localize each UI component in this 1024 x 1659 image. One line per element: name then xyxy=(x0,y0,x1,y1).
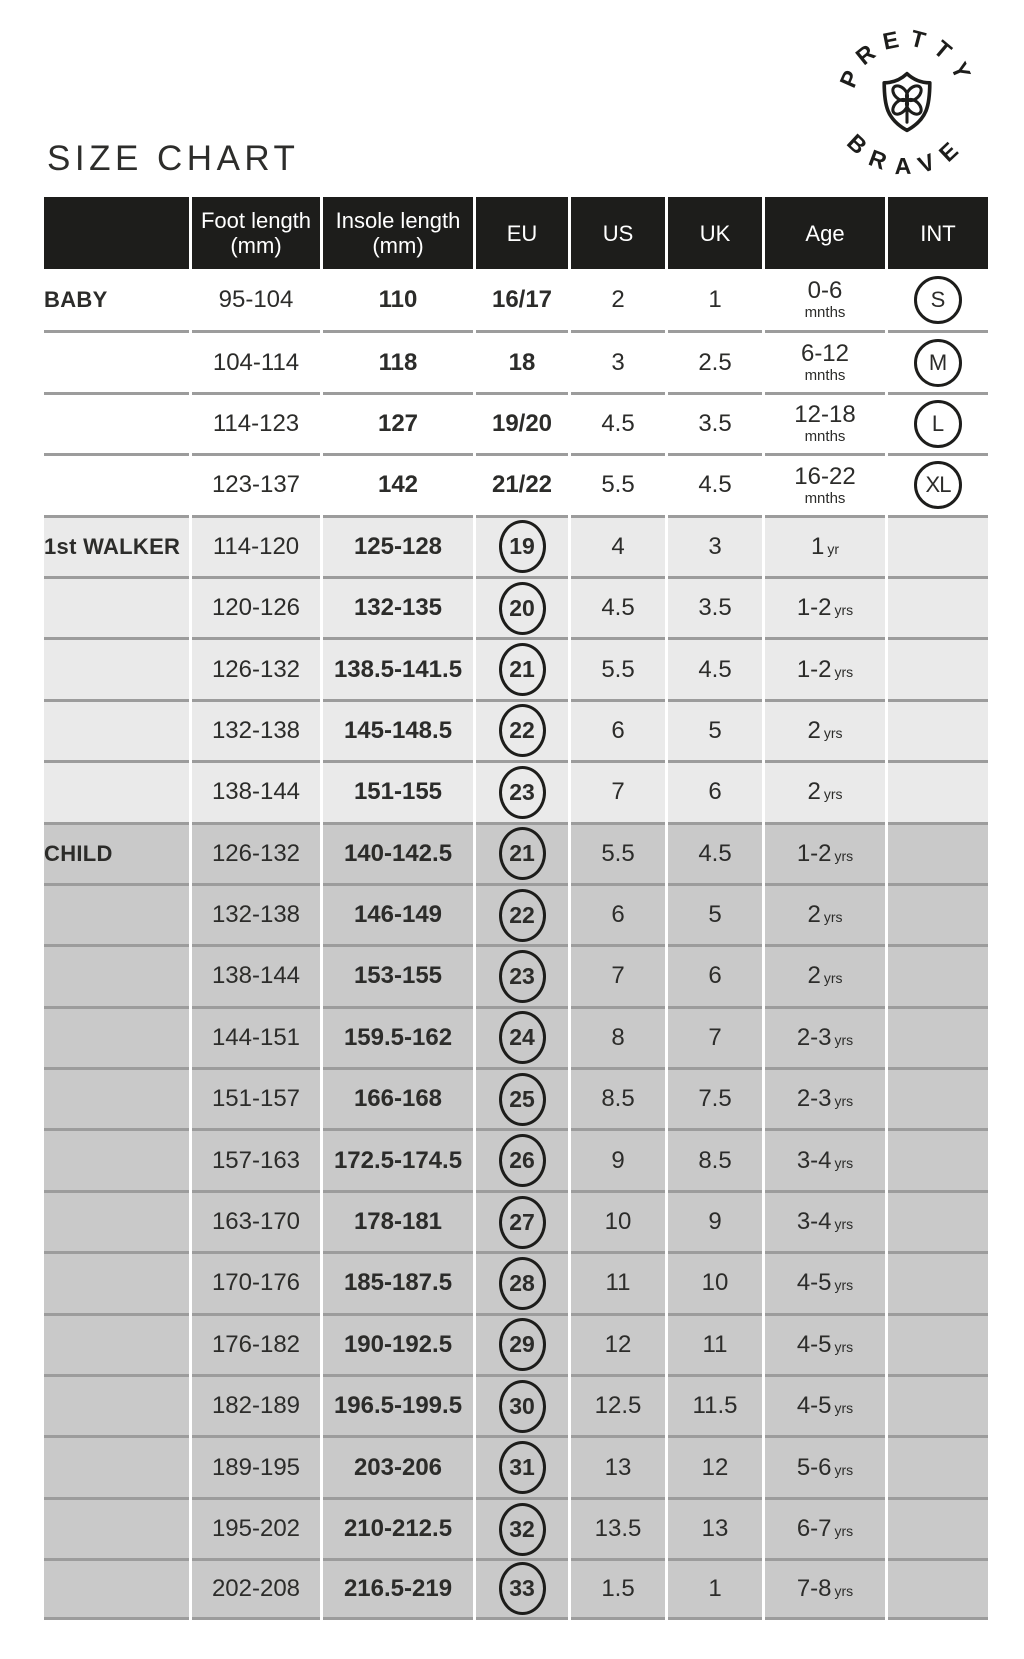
age-unit: mnths xyxy=(804,428,846,446)
uk-cell: 4.5 xyxy=(668,453,762,514)
eu-circle-badge: 21 xyxy=(499,827,546,880)
age-unit: yrs xyxy=(834,1582,854,1599)
int-cell xyxy=(888,1067,988,1128)
header-row xyxy=(44,197,988,269)
age-cell xyxy=(765,1497,885,1558)
column-header-foot-length: Foot length (mm) xyxy=(192,197,320,269)
foot-length-cell: 189-195 xyxy=(192,1435,320,1496)
insole-length-cell: 146-149 xyxy=(323,883,473,944)
eu-circle-badge: 20 xyxy=(499,582,546,635)
eu-circle-badge: 31 xyxy=(499,1441,546,1494)
eu-cell xyxy=(476,1190,568,1251)
age-value: 3-4 xyxy=(796,1146,832,1174)
brand-logo xyxy=(826,18,988,180)
foot-length-cell: 157-163 xyxy=(192,1128,320,1189)
table-row xyxy=(44,1313,988,1374)
int-cell xyxy=(888,1374,988,1435)
insole-length-cell: 140-142.5 xyxy=(323,822,473,883)
table-row xyxy=(44,883,988,944)
uk-cell: 9 xyxy=(668,1190,762,1251)
eu-cell xyxy=(476,883,568,944)
age-cell xyxy=(765,1006,885,1067)
insole-length-cell: 196.5-199.5 xyxy=(323,1374,473,1435)
category-cell xyxy=(44,1128,189,1189)
age-unit: mnths xyxy=(804,367,846,385)
age-value: 2-3 xyxy=(796,1023,832,1051)
eu-cell xyxy=(476,1313,568,1374)
us-cell: 5.5 xyxy=(571,822,665,883)
table-row xyxy=(44,1006,988,1067)
eu-cell xyxy=(476,699,568,760)
eu-cell xyxy=(476,1251,568,1312)
us-cell: 1.5 xyxy=(571,1558,665,1619)
age-value: 6-7 xyxy=(796,1515,832,1542)
eu-circle-badge: 25 xyxy=(499,1073,546,1126)
age-cell xyxy=(765,1435,885,1496)
int-cell xyxy=(888,1313,988,1374)
int-cell xyxy=(888,269,988,330)
int-cell xyxy=(888,822,988,883)
column-header-insole-length: Insole length (mm) xyxy=(323,197,473,269)
insole-length-cell: 190-192.5 xyxy=(323,1313,473,1374)
us-cell: 7 xyxy=(571,944,665,1005)
age-unit: yrs xyxy=(834,1031,854,1048)
column-header-uk: UK xyxy=(668,197,762,269)
age-unit: mnths xyxy=(804,304,846,322)
uk-cell: 8.5 xyxy=(668,1128,762,1189)
age-value: 2-3 xyxy=(796,1085,832,1113)
category-cell xyxy=(44,1497,189,1558)
category-cell xyxy=(44,1251,189,1312)
foot-length-cell: 126-132 xyxy=(192,822,320,883)
int-cell xyxy=(888,515,988,576)
uk-cell: 3.5 xyxy=(668,576,762,637)
insole-length-cell: 142 xyxy=(323,453,473,514)
age-cell xyxy=(765,269,885,330)
age-cell xyxy=(765,515,885,576)
foot-length-cell: 202-208 xyxy=(192,1558,320,1619)
category-cell xyxy=(44,1190,189,1251)
table-row xyxy=(44,699,988,760)
clover-icon xyxy=(890,83,924,122)
table-row xyxy=(44,515,988,576)
age-value: 1 xyxy=(810,532,825,560)
age-value: 5-6 xyxy=(796,1453,832,1481)
insole-length-cell: 118 xyxy=(323,330,473,391)
int-cell xyxy=(888,637,988,698)
category-cell xyxy=(44,1374,189,1435)
table-row xyxy=(44,760,988,821)
insole-length-cell: 151-155 xyxy=(323,760,473,821)
int-cell xyxy=(888,760,988,821)
age-unit: yrs xyxy=(834,1338,854,1355)
table-row xyxy=(44,1251,988,1312)
foot-length-cell: 126-132 xyxy=(192,637,320,698)
age-value: 6-12 xyxy=(800,340,850,368)
int-cell xyxy=(888,1128,988,1189)
foot-length-cell: 151-157 xyxy=(192,1067,320,1128)
foot-length-cell: 132-138 xyxy=(192,699,320,760)
us-cell: 13 xyxy=(571,1435,665,1496)
category-cell xyxy=(44,944,189,1005)
uk-cell: 4.5 xyxy=(668,822,762,883)
category-cell xyxy=(44,453,189,514)
category-cell xyxy=(44,699,189,760)
eu-cell xyxy=(476,822,568,883)
age-cell xyxy=(765,760,885,821)
us-cell: 12.5 xyxy=(571,1374,665,1435)
uk-cell: 3.5 xyxy=(668,392,762,453)
eu-circle-badge: 28 xyxy=(499,1257,546,1310)
insole-length-cell: 203-206 xyxy=(323,1435,473,1496)
age-value: 4-5 xyxy=(796,1392,832,1420)
foot-length-cell: 138-144 xyxy=(192,760,320,821)
column-header-int: INT xyxy=(888,197,988,269)
age-unit: yrs xyxy=(834,663,854,680)
us-cell: 8.5 xyxy=(571,1067,665,1128)
eu-cell xyxy=(476,760,568,821)
insole-length-cell: 185-187.5 xyxy=(323,1251,473,1312)
us-cell: 11 xyxy=(571,1251,665,1312)
uk-cell: 5 xyxy=(668,883,762,944)
uk-cell: 12 xyxy=(668,1435,762,1496)
int-cell xyxy=(888,453,988,514)
foot-length-cell: 182-189 xyxy=(192,1374,320,1435)
foot-length-cell: 195-202 xyxy=(192,1497,320,1558)
int-cell xyxy=(888,883,988,944)
table-row xyxy=(44,637,988,698)
shield-icon xyxy=(884,74,930,131)
uk-cell: 10 xyxy=(668,1251,762,1312)
category-cell xyxy=(44,392,189,453)
age-value: 4-5 xyxy=(796,1269,832,1297)
age-value: 3-4 xyxy=(796,1208,832,1236)
age-value: 16-22 xyxy=(794,462,856,490)
eu-circle-badge: 24 xyxy=(499,1011,546,1064)
age-unit: yrs xyxy=(823,724,843,741)
table-row xyxy=(44,822,988,883)
foot-length-cell: 104-114 xyxy=(192,330,320,391)
age-unit: yrs xyxy=(834,1093,854,1110)
category-cell xyxy=(44,637,189,698)
int-cell xyxy=(888,330,988,391)
uk-cell: 4.5 xyxy=(668,637,762,698)
age-cell xyxy=(765,1190,885,1251)
page-title: SIZE CHART xyxy=(47,139,300,178)
category-cell xyxy=(44,760,189,821)
age-value: 2 xyxy=(807,716,821,744)
eu-cell: 21/22 xyxy=(476,453,568,514)
category-cell xyxy=(44,1313,189,1374)
eu-cell: 19/20 xyxy=(476,392,568,453)
foot-length-cell: 95-104 xyxy=(192,269,320,330)
eu-circle-badge: 29 xyxy=(499,1318,546,1371)
eu-circle-badge: 22 xyxy=(499,889,546,942)
insole-length-cell: 210-212.5 xyxy=(323,1497,473,1558)
table-row xyxy=(44,1190,988,1251)
age-unit: yrs xyxy=(834,1461,854,1478)
logo-top-text: PRETTY xyxy=(834,24,980,92)
category-cell xyxy=(44,1435,189,1496)
eu-circle-badge: 22 xyxy=(499,704,546,757)
insole-length-cell: 138.5-141.5 xyxy=(323,637,473,698)
age-value: 2 xyxy=(807,962,821,990)
us-cell: 9 xyxy=(571,1128,665,1189)
insole-length-cell: 145-148.5 xyxy=(323,699,473,760)
age-cell xyxy=(765,883,885,944)
foot-length-cell: 123-137 xyxy=(192,453,320,514)
int-cell xyxy=(888,1190,988,1251)
insole-length-cell: 110 xyxy=(323,269,473,330)
table-row xyxy=(44,1067,988,1128)
age-unit: yrs xyxy=(834,847,854,864)
int-cell xyxy=(888,1497,988,1558)
age-value: 1-2 xyxy=(796,839,832,867)
eu-circle-badge: 33 xyxy=(499,1562,546,1615)
table-row xyxy=(44,1497,988,1558)
age-cell xyxy=(765,699,885,760)
category-cell xyxy=(44,330,189,391)
category-cell: 1st WALKER xyxy=(44,515,189,576)
column-header-eu: EU xyxy=(476,197,568,269)
age-unit: yr xyxy=(827,540,840,557)
uk-cell: 6 xyxy=(668,944,762,1005)
uk-cell: 7 xyxy=(668,1006,762,1067)
age-value: 1-2 xyxy=(796,594,832,622)
age-cell xyxy=(765,330,885,391)
eu-cell xyxy=(476,1558,568,1619)
int-badge: M xyxy=(914,339,962,387)
eu-circle-badge: 32 xyxy=(499,1503,546,1556)
us-cell: 5.5 xyxy=(571,637,665,698)
category-cell xyxy=(44,576,189,637)
table-row xyxy=(44,1558,988,1619)
age-unit: yrs xyxy=(834,1523,854,1539)
category-cell xyxy=(44,1006,189,1067)
age-unit: yrs xyxy=(834,1216,854,1233)
age-unit: yrs xyxy=(823,970,843,987)
eu-cell xyxy=(476,515,568,576)
uk-cell: 11.5 xyxy=(668,1374,762,1435)
age-value: 12-18 xyxy=(794,401,856,429)
age-cell xyxy=(765,822,885,883)
age-value: 2 xyxy=(807,778,821,806)
eu-cell xyxy=(476,1435,568,1496)
int-cell xyxy=(888,392,988,453)
size-chart-table xyxy=(41,197,991,1620)
eu-circle-badge: 26 xyxy=(499,1134,546,1187)
us-cell: 4.5 xyxy=(571,576,665,637)
eu-cell xyxy=(476,944,568,1005)
foot-length-cell: 114-120 xyxy=(192,515,320,576)
eu-circle-badge: 30 xyxy=(499,1380,546,1433)
insole-length-cell: 216.5-219 xyxy=(323,1558,473,1619)
category-cell: CHILD xyxy=(44,822,189,883)
column-header-age: Age xyxy=(765,197,885,269)
us-cell: 6 xyxy=(571,699,665,760)
table-row xyxy=(44,1128,988,1189)
age-cell xyxy=(765,1558,885,1619)
us-cell: 6 xyxy=(571,883,665,944)
insole-length-cell: 153-155 xyxy=(323,944,473,1005)
table-row xyxy=(44,944,988,1005)
logo-bottom-text: BRAVE xyxy=(842,128,972,180)
foot-length-cell: 170-176 xyxy=(192,1251,320,1312)
insole-length-cell: 172.5-174.5 xyxy=(323,1128,473,1189)
age-cell xyxy=(765,637,885,698)
age-cell xyxy=(765,1374,885,1435)
eu-circle-badge: 19 xyxy=(499,520,546,573)
age-cell xyxy=(765,392,885,453)
eu-cell xyxy=(476,1067,568,1128)
int-badge: L xyxy=(914,400,962,448)
age-cell xyxy=(765,944,885,1005)
insole-length-cell: 178-181 xyxy=(323,1190,473,1251)
age-cell xyxy=(765,576,885,637)
eu-cell: 18 xyxy=(476,330,568,391)
age-unit: yrs xyxy=(823,786,843,803)
age-unit: yrs xyxy=(834,1154,854,1171)
table-row xyxy=(44,392,988,453)
int-cell xyxy=(888,576,988,637)
eu-cell xyxy=(476,1128,568,1189)
int-cell xyxy=(888,1558,988,1619)
uk-cell: 13 xyxy=(668,1497,762,1558)
foot-length-cell: 176-182 xyxy=(192,1313,320,1374)
table-row xyxy=(44,1374,988,1435)
eu-cell xyxy=(476,637,568,698)
age-value: 0-6 xyxy=(807,277,843,305)
us-cell: 2 xyxy=(571,269,665,330)
age-unit: mnths xyxy=(804,489,846,507)
column-header-us: US xyxy=(571,197,665,269)
category-cell: BABY xyxy=(44,269,189,330)
uk-cell: 2.5 xyxy=(668,330,762,391)
category-cell xyxy=(44,1558,189,1619)
age-value: 7-8 xyxy=(796,1574,832,1602)
insole-length-cell: 166-168 xyxy=(323,1067,473,1128)
eu-cell xyxy=(476,576,568,637)
age-unit: yrs xyxy=(834,602,854,619)
age-value: 4-5 xyxy=(796,1330,832,1358)
int-cell xyxy=(888,699,988,760)
age-cell xyxy=(765,1313,885,1374)
foot-length-cell: 144-151 xyxy=(192,1006,320,1067)
us-cell: 4.5 xyxy=(571,392,665,453)
foot-length-cell: 132-138 xyxy=(192,883,320,944)
int-badge: XL xyxy=(914,461,962,509)
age-cell xyxy=(765,1128,885,1189)
uk-cell: 1 xyxy=(668,1558,762,1619)
insole-length-cell: 132-135 xyxy=(323,576,473,637)
us-cell: 7 xyxy=(571,760,665,821)
table-row xyxy=(44,1435,988,1496)
uk-cell: 7.5 xyxy=(668,1067,762,1128)
us-cell: 4 xyxy=(571,515,665,576)
int-cell xyxy=(888,1435,988,1496)
foot-length-cell: 138-144 xyxy=(192,944,320,1005)
age-cell xyxy=(765,453,885,514)
eu-cell xyxy=(476,1497,568,1558)
table-row xyxy=(44,269,988,330)
uk-cell: 5 xyxy=(668,699,762,760)
eu-cell xyxy=(476,1006,568,1067)
foot-length-cell: 163-170 xyxy=(192,1190,320,1251)
eu-circle-badge: 23 xyxy=(499,950,546,1003)
category-cell xyxy=(44,883,189,944)
insole-length-cell: 127 xyxy=(323,392,473,453)
column-header-category xyxy=(44,197,189,269)
us-cell: 10 xyxy=(571,1190,665,1251)
size-chart-body xyxy=(44,269,988,1620)
age-unit: yrs xyxy=(834,1277,854,1294)
us-cell: 3 xyxy=(571,330,665,391)
int-cell xyxy=(888,1251,988,1312)
us-cell: 8 xyxy=(571,1006,665,1067)
uk-cell: 1 xyxy=(668,269,762,330)
age-unit: yrs xyxy=(834,1400,854,1417)
age-cell xyxy=(765,1067,885,1128)
age-cell xyxy=(765,1251,885,1312)
uk-cell: 3 xyxy=(668,515,762,576)
foot-length-cell: 120-126 xyxy=(192,576,320,637)
category-cell xyxy=(44,1067,189,1128)
int-cell xyxy=(888,944,988,1005)
eu-circle-badge: 21 xyxy=(499,643,546,696)
eu-cell: 16/17 xyxy=(476,269,568,330)
us-cell: 13.5 xyxy=(571,1497,665,1558)
age-value: 1-2 xyxy=(796,655,832,683)
eu-circle-badge: 23 xyxy=(499,766,546,819)
int-badge: S xyxy=(914,276,962,324)
uk-cell: 11 xyxy=(668,1313,762,1374)
table-row xyxy=(44,330,988,391)
age-value: 2 xyxy=(807,901,821,929)
eu-circle-badge: 27 xyxy=(499,1196,546,1249)
uk-cell: 6 xyxy=(668,760,762,821)
table-row xyxy=(44,576,988,637)
insole-length-cell: 125-128 xyxy=(323,515,473,576)
us-cell: 12 xyxy=(571,1313,665,1374)
us-cell: 5.5 xyxy=(571,453,665,514)
insole-length-cell: 159.5-162 xyxy=(323,1006,473,1067)
foot-length-cell: 114-123 xyxy=(192,392,320,453)
int-cell xyxy=(888,1006,988,1067)
age-unit: yrs xyxy=(823,909,843,926)
table-row xyxy=(44,453,988,514)
eu-cell xyxy=(476,1374,568,1435)
